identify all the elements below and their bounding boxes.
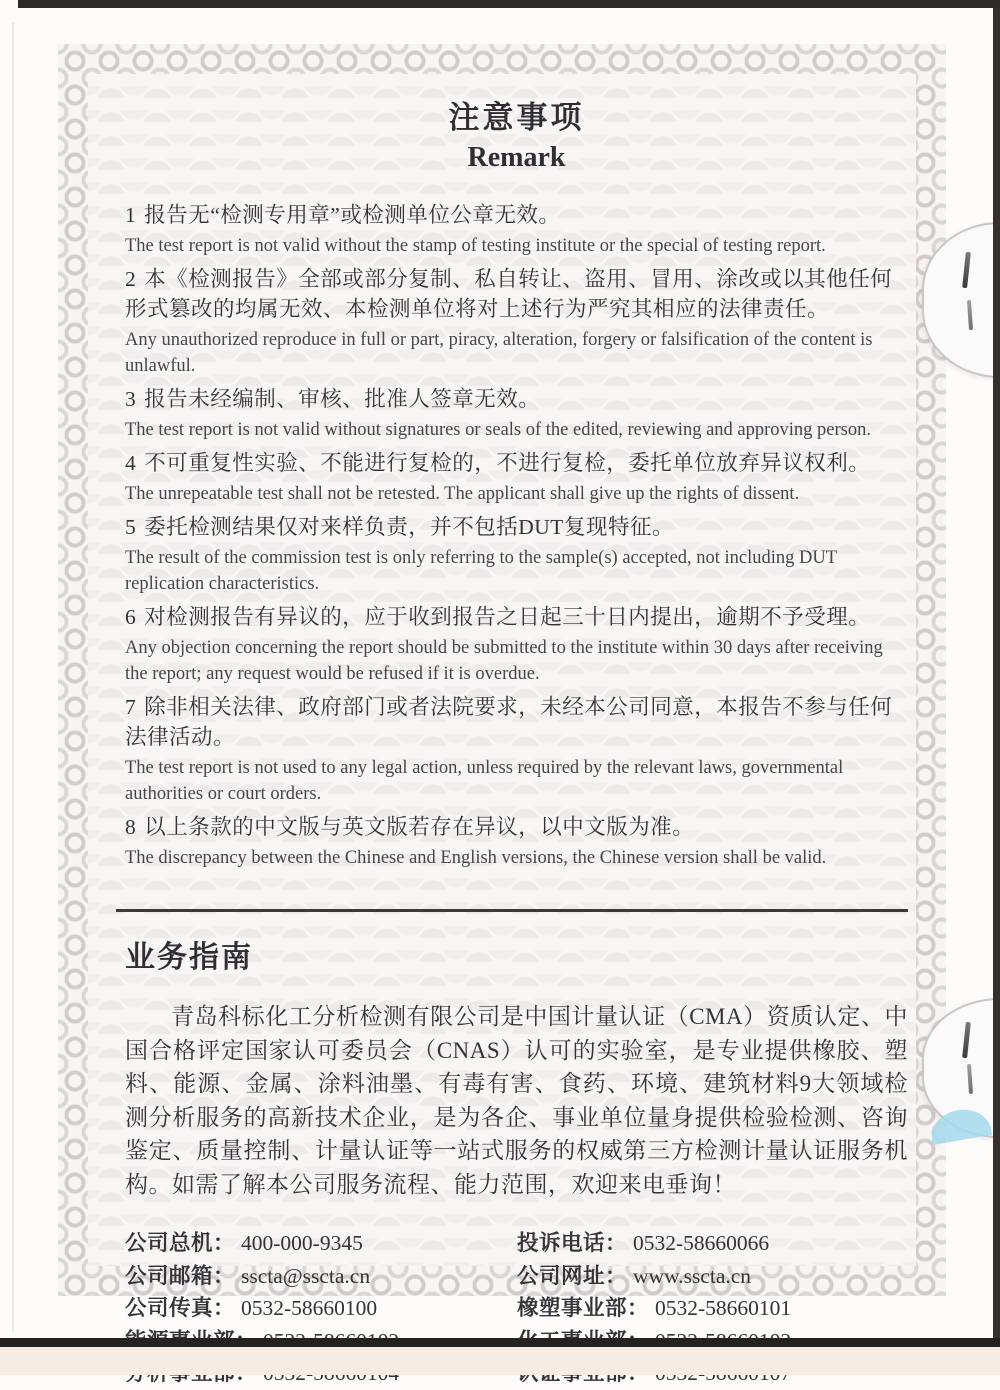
remark-item <box>125 512 908 597</box>
contact-label: 公司邮箱： <box>125 1263 236 1288</box>
page-left-crease <box>12 22 14 1332</box>
clip-mark-icon <box>967 300 973 330</box>
contact-label: 公司网址： <box>517 1263 628 1288</box>
remark-item <box>125 692 908 807</box>
remark-number: 3 <box>125 387 137 411</box>
contact-value: 0532-58660101 <box>655 1296 792 1320</box>
clip-mark-icon <box>967 1064 973 1094</box>
contact-label: 橡塑事业部： <box>517 1296 650 1320</box>
scan-edge-bottom <box>0 1338 1000 1347</box>
contact-item <box>125 1260 517 1293</box>
contact-value: sscta@sscta.cn <box>241 1263 371 1288</box>
remark-number: 1 <box>125 203 137 227</box>
scan-edge-top <box>18 0 1000 8</box>
remark-text-en: The test report is not valid without the stamp of testing institute or the special of testing report. <box>125 236 826 256</box>
contact-value: 0532-58660100 <box>241 1296 378 1320</box>
guide-heading: 业务指南 <box>125 941 253 974</box>
guide-paragraph: 青岛科标化工分析检测有限公司是中国计量认证（CMA）资质认定、中国合格评定国家认可委员会（CNAS）认可的实验室，是专业提供橡胶、塑料、能源、金属、涂料油墨、有毒有害、食药、环境、建筑材料9大领域检测分析服务的高新技术企业，是为各企、事业单位量身提供检验检测、咨询鉴定、质量控制、计量认证等一站式服务的权威第三方检测计量认证服务机构。如需了解本公司服务流程、能力范围，欢迎来电垂询！ <box>125 1004 908 1197</box>
remark-number: 2 <box>125 267 137 291</box>
remark-number: 7 <box>125 695 137 719</box>
scan-edge-right <box>993 0 1000 1348</box>
remark-text-en: The test report is not used to any legal action, unless required by the relevant laws, governmental authorities or court orders. <box>125 758 844 804</box>
remark-text-zh: 本《检测报告》全部或部分复制、私自转让、盗用、冒用、涂改或以其他任何形式篡改的均属无效、本检测单位将对上述行为严究其相应的法律责任。 <box>125 267 893 321</box>
contact-label: 公司总机： <box>125 1231 236 1255</box>
clip-mark-icon <box>962 252 971 288</box>
remarks-list <box>125 200 908 871</box>
contact-item <box>517 1227 908 1260</box>
remark-item <box>125 448 908 507</box>
remark-text-en: The result of the commission test is only referring to the sample(s) accepted, not including DUT replication characteristics. <box>125 548 837 594</box>
remark-text-zh: 委托检测结果仅对来样负责，并不包括DUT复现特征。 <box>144 515 674 539</box>
page-title-zh: 注意事项 <box>448 100 585 135</box>
contact-item <box>125 1227 517 1260</box>
contact-value: www.sscta.cn <box>633 1263 752 1288</box>
remark-text-zh: 对检测报告有异议的，应于收到报告之日起三十日内提出，逾期不予受理。 <box>144 605 871 629</box>
remark-item <box>125 200 908 259</box>
remark-text-en: The unrepeatable test shall not be retested. The applicant shall give up the rights of dissent. <box>125 484 800 504</box>
contact-value: 400-000-9345 <box>241 1231 363 1255</box>
surface-below-page <box>0 1347 1000 1375</box>
remark-item <box>125 264 908 379</box>
remark-text-zh: 除非相关法律、政府部门或者法院要求，未经本公司同意，本报告不参与任何法律活动。 <box>125 695 893 749</box>
blue-tab-corner <box>928 1105 992 1145</box>
remark-item <box>125 384 908 443</box>
remark-text-zh: 以上条款的中文版与英文版若存在异议，以中文版为准。 <box>144 815 695 839</box>
remark-text-en: The discrepancy between the Chinese and English versions, the Chinese version shall be valid. <box>125 848 827 868</box>
contact-label: 公司传真： <box>125 1296 236 1320</box>
contact-label: 投诉电话： <box>517 1231 628 1255</box>
remark-item <box>125 602 908 687</box>
remark-text-en: The test report is not valid without signatures or seals of the edited, reviewing and approving person. <box>125 420 871 440</box>
clip-mark-icon <box>962 1022 971 1058</box>
remark-text-en: Any unauthorized reproduce in full or part, piracy, alteration, forgery or falsification of the content is unlawful. <box>125 330 873 376</box>
remark-text-zh: 报告无“检测专用章”或检测单位公章无效。 <box>144 203 561 227</box>
contact-item <box>517 1292 908 1325</box>
section-divider <box>116 909 908 912</box>
contact-item <box>125 1292 517 1325</box>
remark-item <box>125 812 908 871</box>
remark-number: 5 <box>125 515 137 539</box>
page-title-en: Remark <box>467 142 566 173</box>
remark-number: 6 <box>125 605 137 629</box>
remark-number: 8 <box>125 815 137 839</box>
contact-value: 0532-58660066 <box>633 1231 770 1255</box>
remark-text-zh: 不可重复性实验、不能进行复检的，不进行复检，委托单位放弃异议权利。 <box>144 451 871 475</box>
contact-item <box>517 1260 908 1293</box>
remark-number: 4 <box>125 451 137 475</box>
document-content <box>125 92 908 1390</box>
remark-text-en: Any objection concerning the report should be submitted to the institute within 30 days after receiving the report; any request would be refused if it is overdue. <box>125 638 883 684</box>
remark-text-zh: 报告未经编制、审核、批准人签章无效。 <box>144 387 541 411</box>
